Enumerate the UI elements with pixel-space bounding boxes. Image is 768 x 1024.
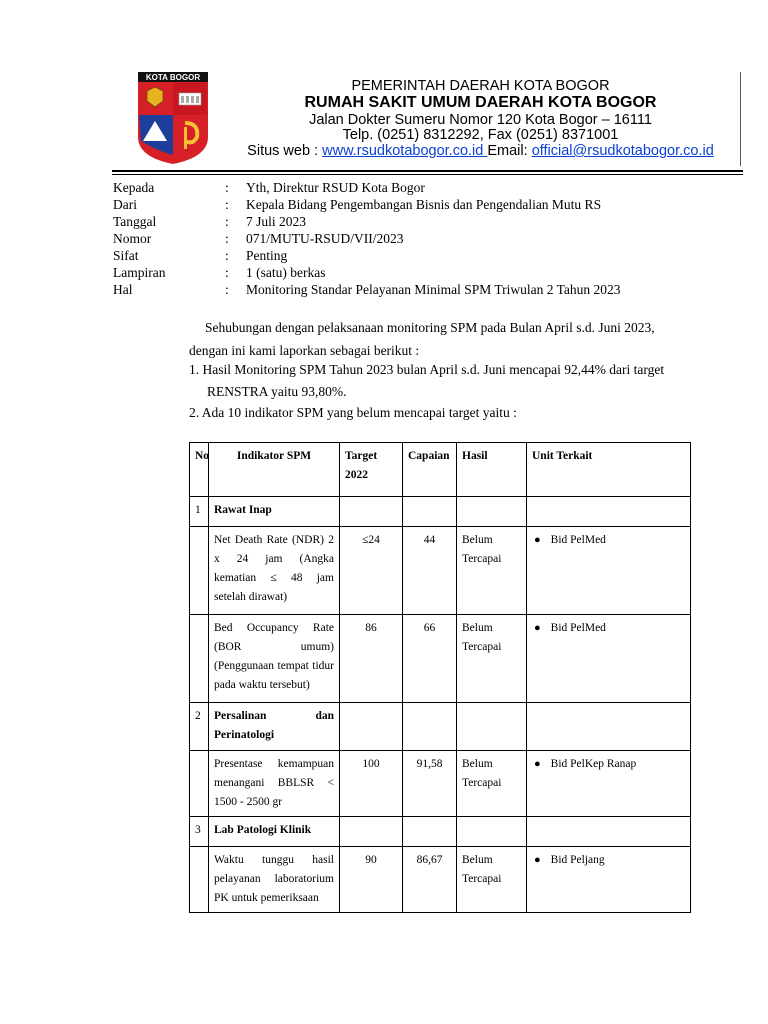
header-hasil: Hasil	[457, 443, 527, 497]
letterhead-phone: Telp. (0251) 8312292, Fax (0251) 8371001	[342, 127, 619, 143]
section-number: 3	[190, 817, 209, 847]
letterhead-divider-thin	[112, 174, 743, 175]
section-number: 2	[190, 703, 209, 751]
list-item-1-line2: RENSTRA yaitu 93,80%.	[207, 384, 347, 399]
table-row	[190, 847, 691, 913]
header-capaian: Capaian	[403, 443, 457, 497]
meta-separator: :	[225, 180, 229, 195]
achievement-value: 66	[403, 615, 457, 703]
intro-paragraph-line2: dengan ini kami laporkan sebagai berikut :	[189, 343, 420, 358]
result-status: Belum Tercapai	[457, 751, 527, 817]
meta-separator: :	[225, 282, 229, 297]
spm-indicator-table	[189, 442, 691, 913]
meta-label: Dari	[113, 197, 137, 212]
unit-name: Bid Peljang	[550, 854, 605, 866]
meta-value: Kepala Bidang Pengembangan Bisnis dan Pengendalian Mutu RS	[246, 197, 602, 212]
meta-label: Kepada	[113, 180, 155, 195]
bullet-icon: ●	[534, 854, 541, 866]
meta-label: Sifat	[113, 248, 139, 263]
related-unit	[527, 751, 691, 817]
section-number: 1	[190, 497, 209, 527]
related-unit	[527, 615, 691, 703]
list-item-1-line1: 1. Hasil Monitoring SPM Tahun 2023 bulan April s.d. Juni mencapai 92,44% dari target	[189, 362, 665, 377]
header-unit: Unit Terkait	[527, 443, 691, 497]
letterhead-contacts	[218, 143, 743, 159]
email-link[interactable]: official@rsudkotabogor.co.id	[531, 143, 714, 159]
unit-name: Bid PelMed	[550, 622, 606, 634]
achievement-value: 86,67	[403, 847, 457, 913]
svg-text:KOTA BOGOR: KOTA BOGOR	[145, 73, 201, 82]
bullet-icon: ●	[534, 534, 541, 546]
table-row	[190, 527, 691, 615]
achievement-value: 91,58	[403, 751, 457, 817]
meta-label: Lampiran	[113, 265, 166, 280]
letterhead-government: PEMERINTAH DAERAH KOTA BOGOR	[351, 78, 610, 94]
letterhead-right-border	[740, 72, 741, 166]
meta-label: Tanggal	[113, 214, 157, 229]
meta-value: 7 Juli 2023	[246, 214, 307, 229]
meta-separator: :	[225, 248, 229, 263]
achievement-value: 44	[403, 527, 457, 615]
meta-value: Penting	[246, 248, 288, 263]
kota-bogor-crest-logo	[137, 71, 209, 165]
section-title: Persalinan dan Perinatologi	[209, 703, 340, 751]
target-value: 100	[340, 751, 403, 817]
meta-separator: :	[225, 231, 229, 246]
section-title: Rawat Inap	[209, 497, 340, 527]
meta-label: Hal	[113, 282, 133, 297]
indicator-name: Net Death Rate (NDR) 2 x 24 jam (Angka kematian ≤ 48 jam setelah dirawat)	[209, 527, 340, 615]
section-row	[190, 703, 691, 751]
list-item-2: 2. Ada 10 indikator SPM yang belum mencapai target yaitu :	[189, 405, 517, 420]
bullet-icon: ●	[534, 758, 541, 770]
target-value: 86	[340, 615, 403, 703]
related-unit	[527, 847, 691, 913]
result-status: Belum Tercapai	[457, 847, 527, 913]
meta-value: 071/MUTU-RSUD/VII/2023	[246, 231, 404, 246]
meta-value: Monitoring Standar Pelayanan Minimal SPM Triwulan 2 Tahun 2023	[246, 282, 621, 297]
bullet-icon: ●	[534, 622, 541, 634]
table-row	[190, 751, 691, 817]
header-target: Target 2022	[340, 443, 403, 497]
letterhead-hospital-name: RUMAH SAKIT UMUM DAERAH KOTA BOGOR	[304, 94, 657, 111]
web-label: Situs web :	[247, 143, 323, 159]
intro-paragraph-line1: Sehubungan dengan pelaksanaan monitoring SPM pada Bulan April s.d. Juni 2023,	[205, 320, 655, 335]
website-link[interactable]: www.rsudkotabogor.co.id	[322, 143, 488, 159]
section-title: Lab Patologi Klinik	[209, 817, 340, 847]
letterhead-address: Jalan Dokter Sumeru Nomor 120 Kota Bogor – 16111	[309, 112, 652, 128]
unit-name: Bid PelMed	[550, 534, 606, 546]
meta-value: 1 (satu) berkas	[246, 265, 326, 280]
table-row	[190, 615, 691, 703]
meta-separator: :	[225, 197, 229, 212]
letterhead-divider-thick	[112, 170, 743, 172]
indicator-name: Waktu tunggu hasil pelayanan laboratorium PK untuk pemeriksaan	[209, 847, 340, 913]
indicator-name: Presentase kemampuan menangani BBLSR < 1500 - 2500 gr	[209, 751, 340, 817]
meta-separator: :	[225, 265, 229, 280]
header-no: No	[190, 443, 209, 497]
target-value: ≤24	[340, 527, 403, 615]
meta-separator: :	[225, 214, 229, 229]
email-label: Email:	[487, 143, 532, 159]
indicator-name: Bed Occupancy Rate (BOR umum) (Penggunaan tempat tidur pada waktu tersebut)	[209, 615, 340, 703]
table-header-row	[190, 443, 691, 497]
header-indikator: Indikator SPM	[209, 443, 340, 497]
section-row	[190, 497, 691, 527]
target-value: 90	[340, 847, 403, 913]
result-status: Belum Tercapai	[457, 615, 527, 703]
unit-name: Bid PelKep Ranap	[550, 758, 637, 770]
result-status: Belum Tercapai	[457, 527, 527, 615]
related-unit	[527, 527, 691, 615]
meta-value: Yth, Direktur RSUD Kota Bogor	[246, 180, 425, 195]
meta-label: Nomor	[113, 231, 152, 246]
section-row	[190, 817, 691, 847]
letterhead	[218, 72, 743, 164]
